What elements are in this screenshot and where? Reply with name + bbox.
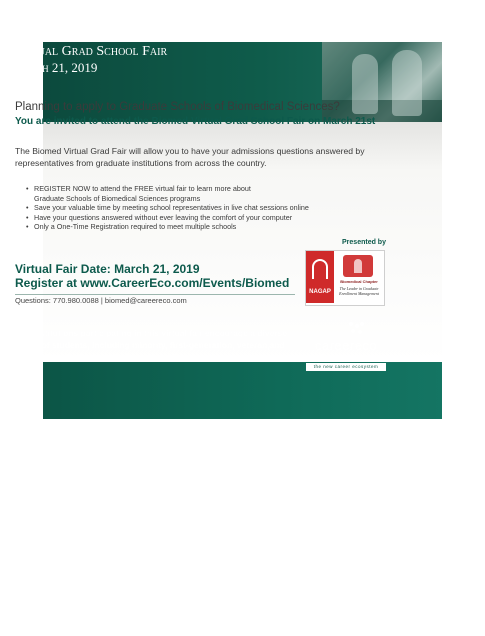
chapter-name: Biomedical Chapter [340,279,378,284]
careereco-logo: careereco [314,338,378,353]
description-paragraph: The Biomed Virtual Grad Fair will allow you to have your admissions questions answered by representatives from graduate institutions from across the country. [15,146,365,168]
nagap-label: NAGAP [309,289,331,295]
biomedical-chapter-logo [336,253,382,303]
benefits-list [26,184,376,232]
diversity-statement: The institutions participating in this virtual fair encourage a diverse group of students, including minority, first-generation, veteran,and disabled students, to participate in the fair. [15,328,288,362]
event-title: BIOMED [10,8,142,41]
list-item: • Have your questions answered without ever leaving the comfort of your computer [26,213,376,223]
list-item-continuation: Graduate Schools of Biomedical Sciences programs [34,193,201,203]
list-item: • Only a One-Time Registration required to meet multiple schools [26,222,376,232]
fair-date: Virtual Fair Date: March 21, 2019 [15,262,200,276]
list-item: • Save your valuable time by meeting school representatives in live chat sessions online [26,203,376,213]
chapter-tagline: The Leader in Graduate Enrollment Management [339,286,379,296]
arch-icon [312,259,328,279]
event-subtitle: Virtual Grad School Fair [12,44,168,59]
careereco-tagline: the new career ecosystem [306,363,386,371]
nagap-logo [306,251,334,303]
lab-person-2 [392,50,422,116]
invite-line: You are invited to attend the Biomed Virtual Grad School Fair on March 21st [15,116,376,127]
careereco-dots-icon [349,322,365,336]
presented-by-label: Presented by [342,239,386,246]
event-date: March 21, 2019 [12,60,98,75]
contact-info: Questions: 770.980.0088 | biomed@careereco.com [15,296,187,305]
register-link[interactable]: Register at www.CareerEco.com/Events/Biomed [15,276,290,290]
careereco-subtitle: virtual events [316,353,376,362]
chapter-emblem-icon [343,255,373,277]
divider [15,294,295,295]
intro-heading: Planning to apply to Graduate Schools of Biomedical Sciences? [15,101,340,113]
list-item: • REGISTER NOW to attend the FREE virtual fair to learn more about [26,184,376,194]
